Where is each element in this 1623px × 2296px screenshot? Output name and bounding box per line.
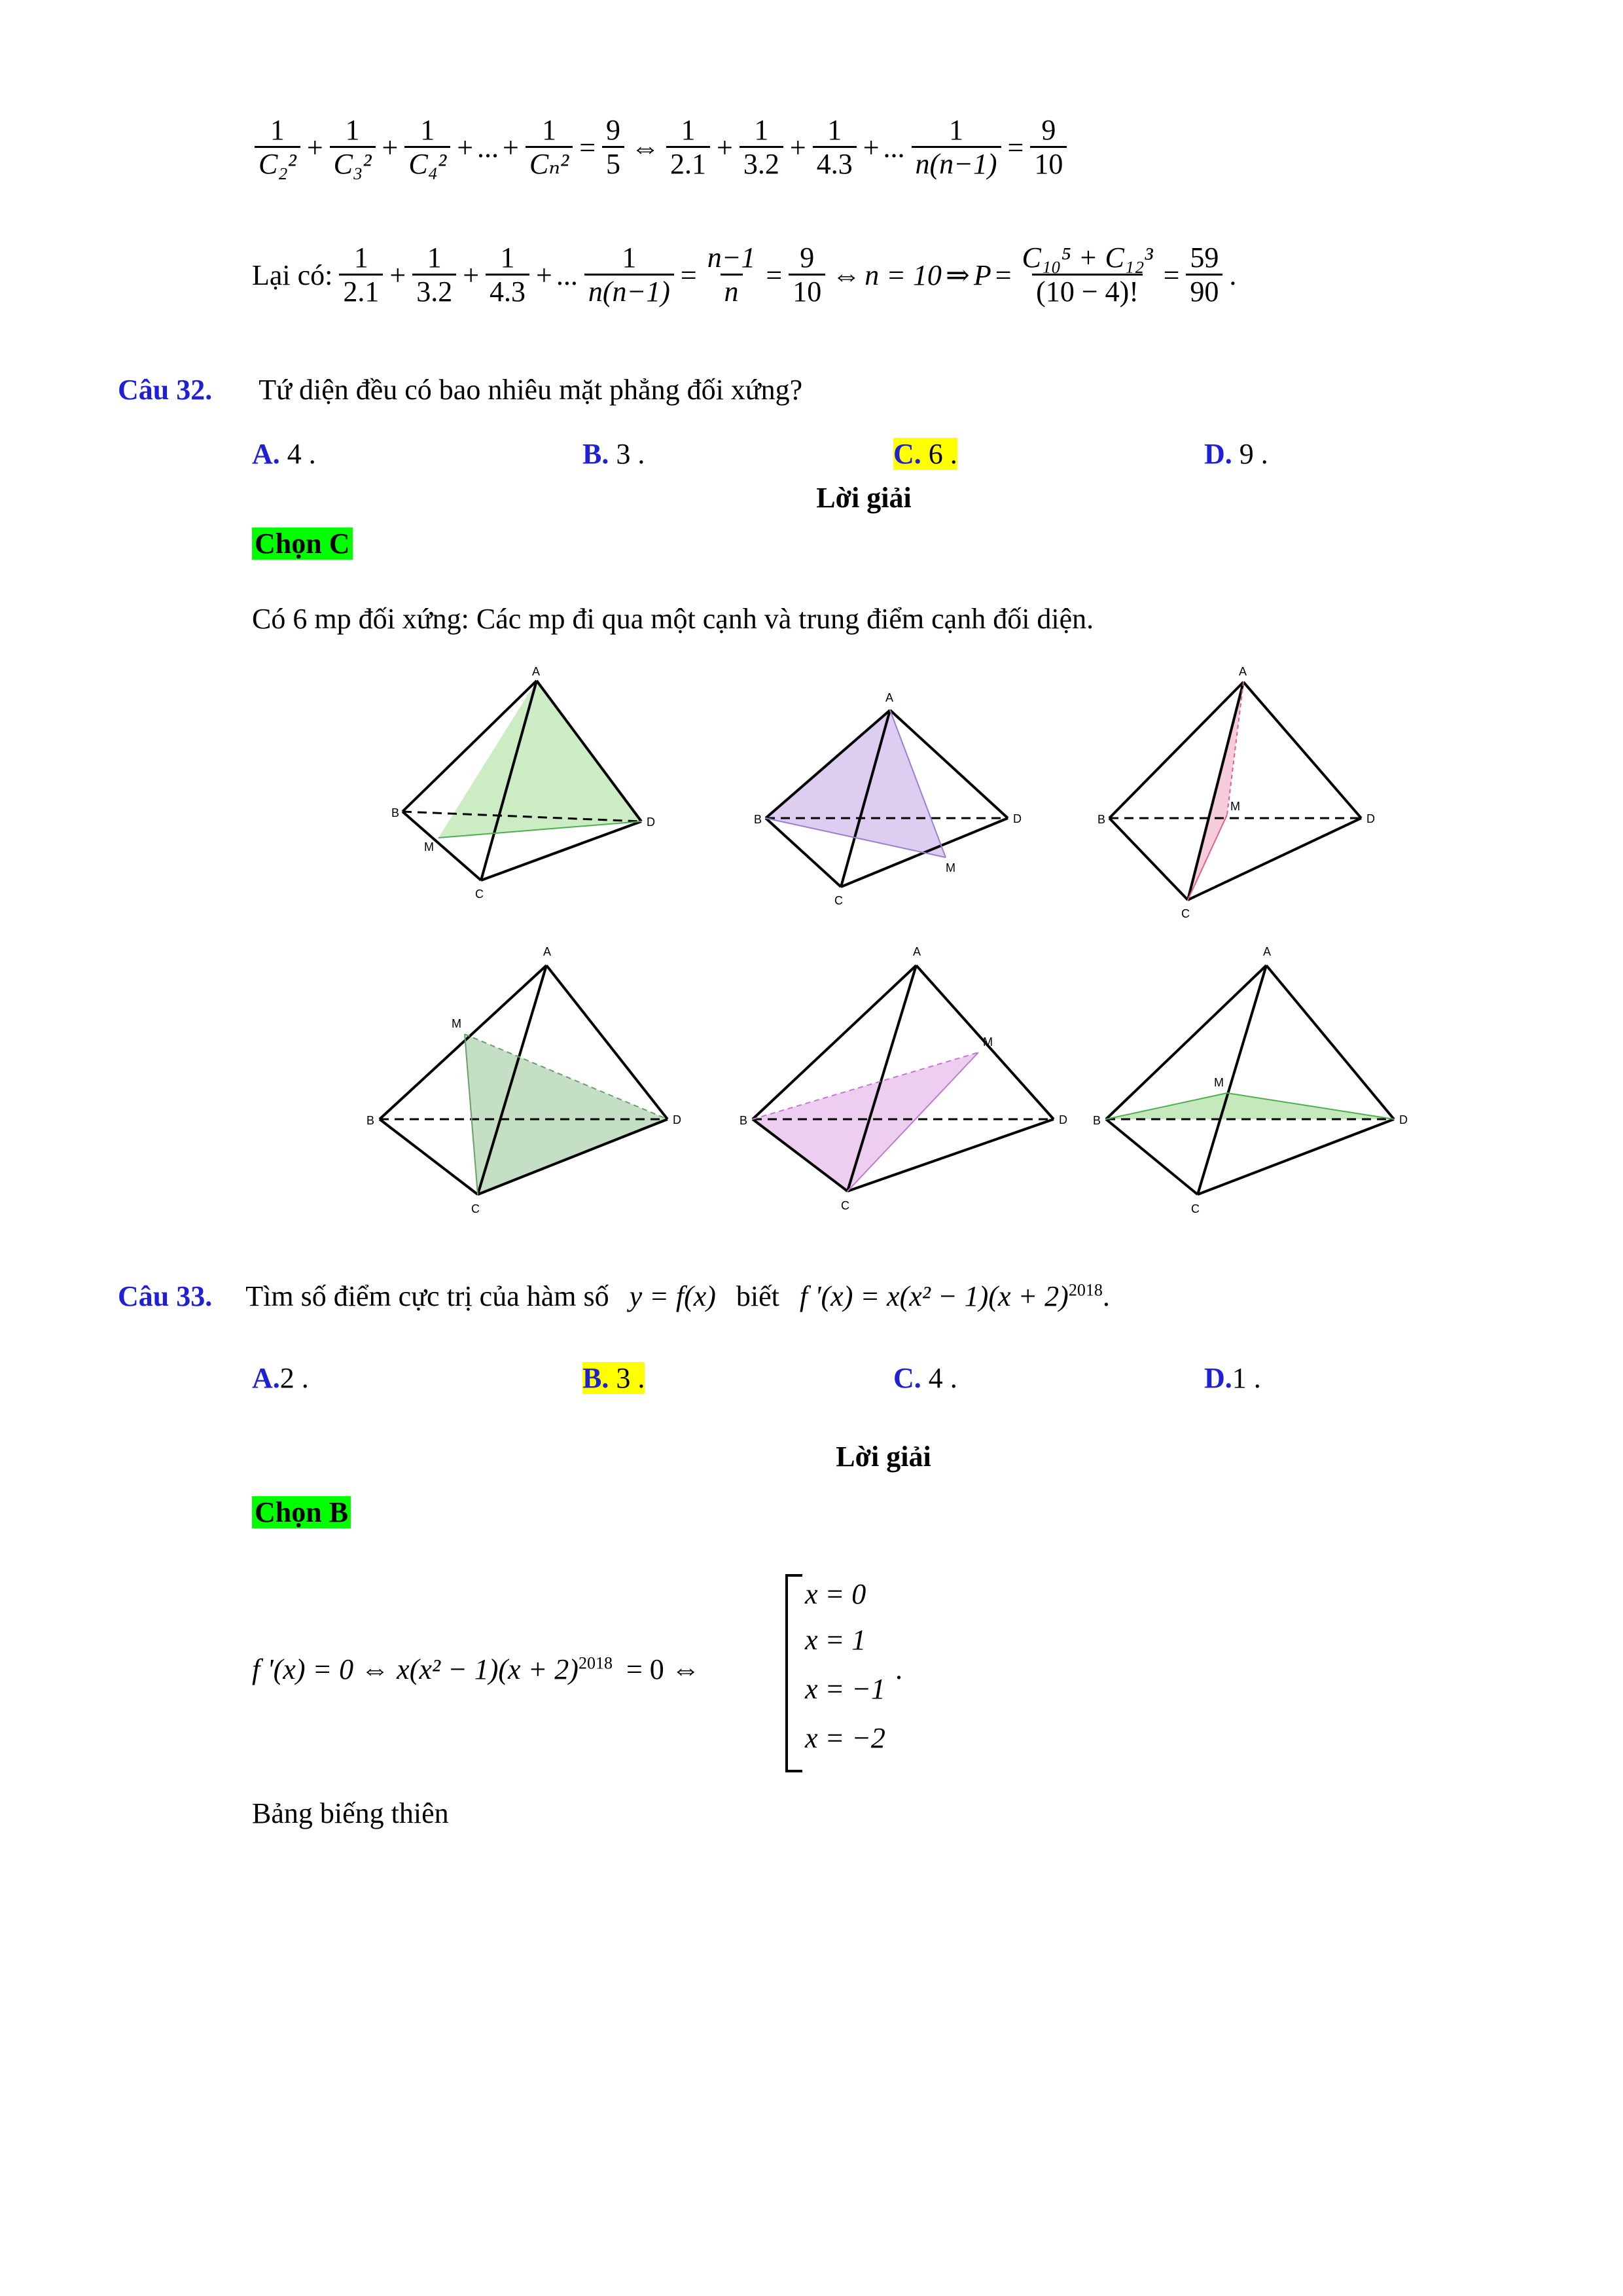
frac-59-90: $\frac{59}{90}$ xyxy=(1186,242,1222,309)
svg-text:M: M xyxy=(424,840,434,853)
svg-text:B: B xyxy=(366,1114,375,1127)
question-label: Câu 32. xyxy=(118,374,213,406)
option-c: C. 6 . xyxy=(893,438,957,470)
svg-text:A: A xyxy=(1263,945,1272,958)
frac-1-nn1: $\frac{1}{n(n-1)}$ xyxy=(912,115,1001,181)
frac-1-43: $\frac{1}{4.3}$ xyxy=(813,115,857,181)
svg-text:M: M xyxy=(452,1017,461,1030)
frac-c22: $\frac{1}{\text{C₂²}}$ xyxy=(255,115,300,181)
root-1: x = 0 xyxy=(805,1578,866,1610)
root-2: x = 1 xyxy=(805,1624,866,1656)
svg-text:D: D xyxy=(647,816,655,829)
choice-badge: Chọn B xyxy=(252,1496,351,1530)
svg-text:M: M xyxy=(1230,800,1240,813)
svg-text:B: B xyxy=(1093,1114,1101,1127)
frac-9-5: $\frac{9}{5}$ xyxy=(602,115,624,181)
svg-text:D: D xyxy=(1059,1113,1067,1126)
frac-c32: $\frac{1}{\text{C₃²}}$ xyxy=(330,115,376,181)
frac-9-10: $\frac{9}{10}$ xyxy=(1030,115,1067,181)
root-4: x = −2 xyxy=(805,1722,885,1754)
equation-2: Lại có: $\frac{1}{2.1}$ + $\frac{1}{3.2}$ + $\frac{1}{4.3}$ + ... $\frac{1}{n(n-1)}$ = $\frac{n-1}{n}$ = $\frac{9}{10}$ ⇔ n = 10 ⇒ P = $\frac{\text{C₁₀⁵ + C₁₂³}}{(10 - 4)!}$ = $\frac{59}{90}$ . xyxy=(252,242,1237,308)
variation-table-title: Bảng biếng thiên xyxy=(252,1797,449,1829)
option-a: A.2 . xyxy=(252,1362,309,1394)
roots-end-dot: . xyxy=(895,1653,902,1685)
solution-title: Lời giải xyxy=(816,482,912,514)
svg-text:M: M xyxy=(946,861,955,874)
question-32 xyxy=(118,373,802,408)
svg-text:A: A xyxy=(1239,665,1247,678)
frac-c42: $\frac{1}{\text{C₄²}}$ xyxy=(404,115,450,181)
svg-text:A: A xyxy=(885,691,894,704)
option-d: D.1 . xyxy=(1204,1362,1261,1394)
svg-text:B: B xyxy=(740,1114,748,1127)
option-b: B. 3 . xyxy=(582,438,645,470)
question-label: Câu 33. xyxy=(118,1280,213,1312)
option-d: D. 9 . xyxy=(1204,438,1268,470)
svg-text:B: B xyxy=(754,813,762,826)
svg-text:C: C xyxy=(1181,907,1190,920)
equation-1: $\frac{1}{\text{C₂²}}$ + $\frac{1}{\text{C₃²}}$ + $\frac{1}{\text{C₄²}}$ + ... + $\frac{1}{\text{Cₙ²}}$ = $\frac{9}{5}$ ⇔ $\frac{1}{2.1}$ + $\frac{1}{3.2}$ + $\frac{1}{4.3}$ + ... $\frac{1}{n(n-1)}$ = $\frac{9}{10}$ xyxy=(252,115,1069,181)
svg-text:D: D xyxy=(1399,1113,1408,1126)
svg-text:D: D xyxy=(1013,812,1022,825)
svg-text:C: C xyxy=(471,1202,480,1215)
solution-title: Lời giải xyxy=(836,1441,931,1473)
svg-text:B: B xyxy=(391,806,400,819)
option-b: B. 3 . xyxy=(582,1362,645,1394)
derivative-equation: f '(x) = 0 ⇔ $x(x^2 - 1)(x + 2)^{2018} = 0$ ⇔ xyxy=(252,1653,700,1685)
question-33: Câu 33. Tìm số điểm cực trị của hàm số y = f(x) biết f '$(x) = x(x^2 - 1)(x + 2)^{2018}$. xyxy=(118,1280,1110,1312)
root-3: x = −1 xyxy=(805,1673,885,1705)
frac-cn2: $\frac{1}{\text{Cₙ²}}$ xyxy=(526,115,573,181)
svg-text:C: C xyxy=(1191,1202,1200,1215)
svg-text:C: C xyxy=(475,888,484,901)
svg-text:M: M xyxy=(1214,1076,1224,1089)
choice-badge: Chọn C xyxy=(252,527,353,562)
lai-co-label: Lại có: xyxy=(252,259,333,291)
svg-text:D: D xyxy=(1366,812,1375,825)
svg-text:A: A xyxy=(543,945,552,958)
svg-text:C: C xyxy=(834,894,843,907)
frac-P: $\frac{\text{C₁₀⁵ + C₁₂³}}{(10 - 4)!}$ xyxy=(1022,242,1153,308)
svg-text:A: A xyxy=(913,945,921,958)
roots-bracket xyxy=(785,1574,802,1772)
svg-text:M: M xyxy=(983,1035,993,1049)
svg-text:A: A xyxy=(532,665,541,678)
frac-1-21: $\frac{1}{2.1}$ xyxy=(666,115,710,181)
question-text: Tìm số điểm cực trị của hàm số xyxy=(245,1280,609,1312)
svg-text:D: D xyxy=(673,1113,681,1126)
question-text: Tứ diện đều có bao nhiêu mặt phẳng đối xứng? xyxy=(259,374,803,406)
explanation: Có 6 mp đối xứng: Các mp đi qua một cạnh và trung điểm cạnh đối diện. xyxy=(252,603,1094,635)
frac-1-32: $\frac{1}{3.2}$ xyxy=(740,115,783,181)
option-a: A. 4 . xyxy=(252,438,316,470)
option-c: C. 4 . xyxy=(893,1362,957,1394)
svg-text:C: C xyxy=(841,1199,849,1212)
svg-text:B: B xyxy=(1097,813,1106,826)
tetrahedron-figures xyxy=(353,661,1427,1250)
